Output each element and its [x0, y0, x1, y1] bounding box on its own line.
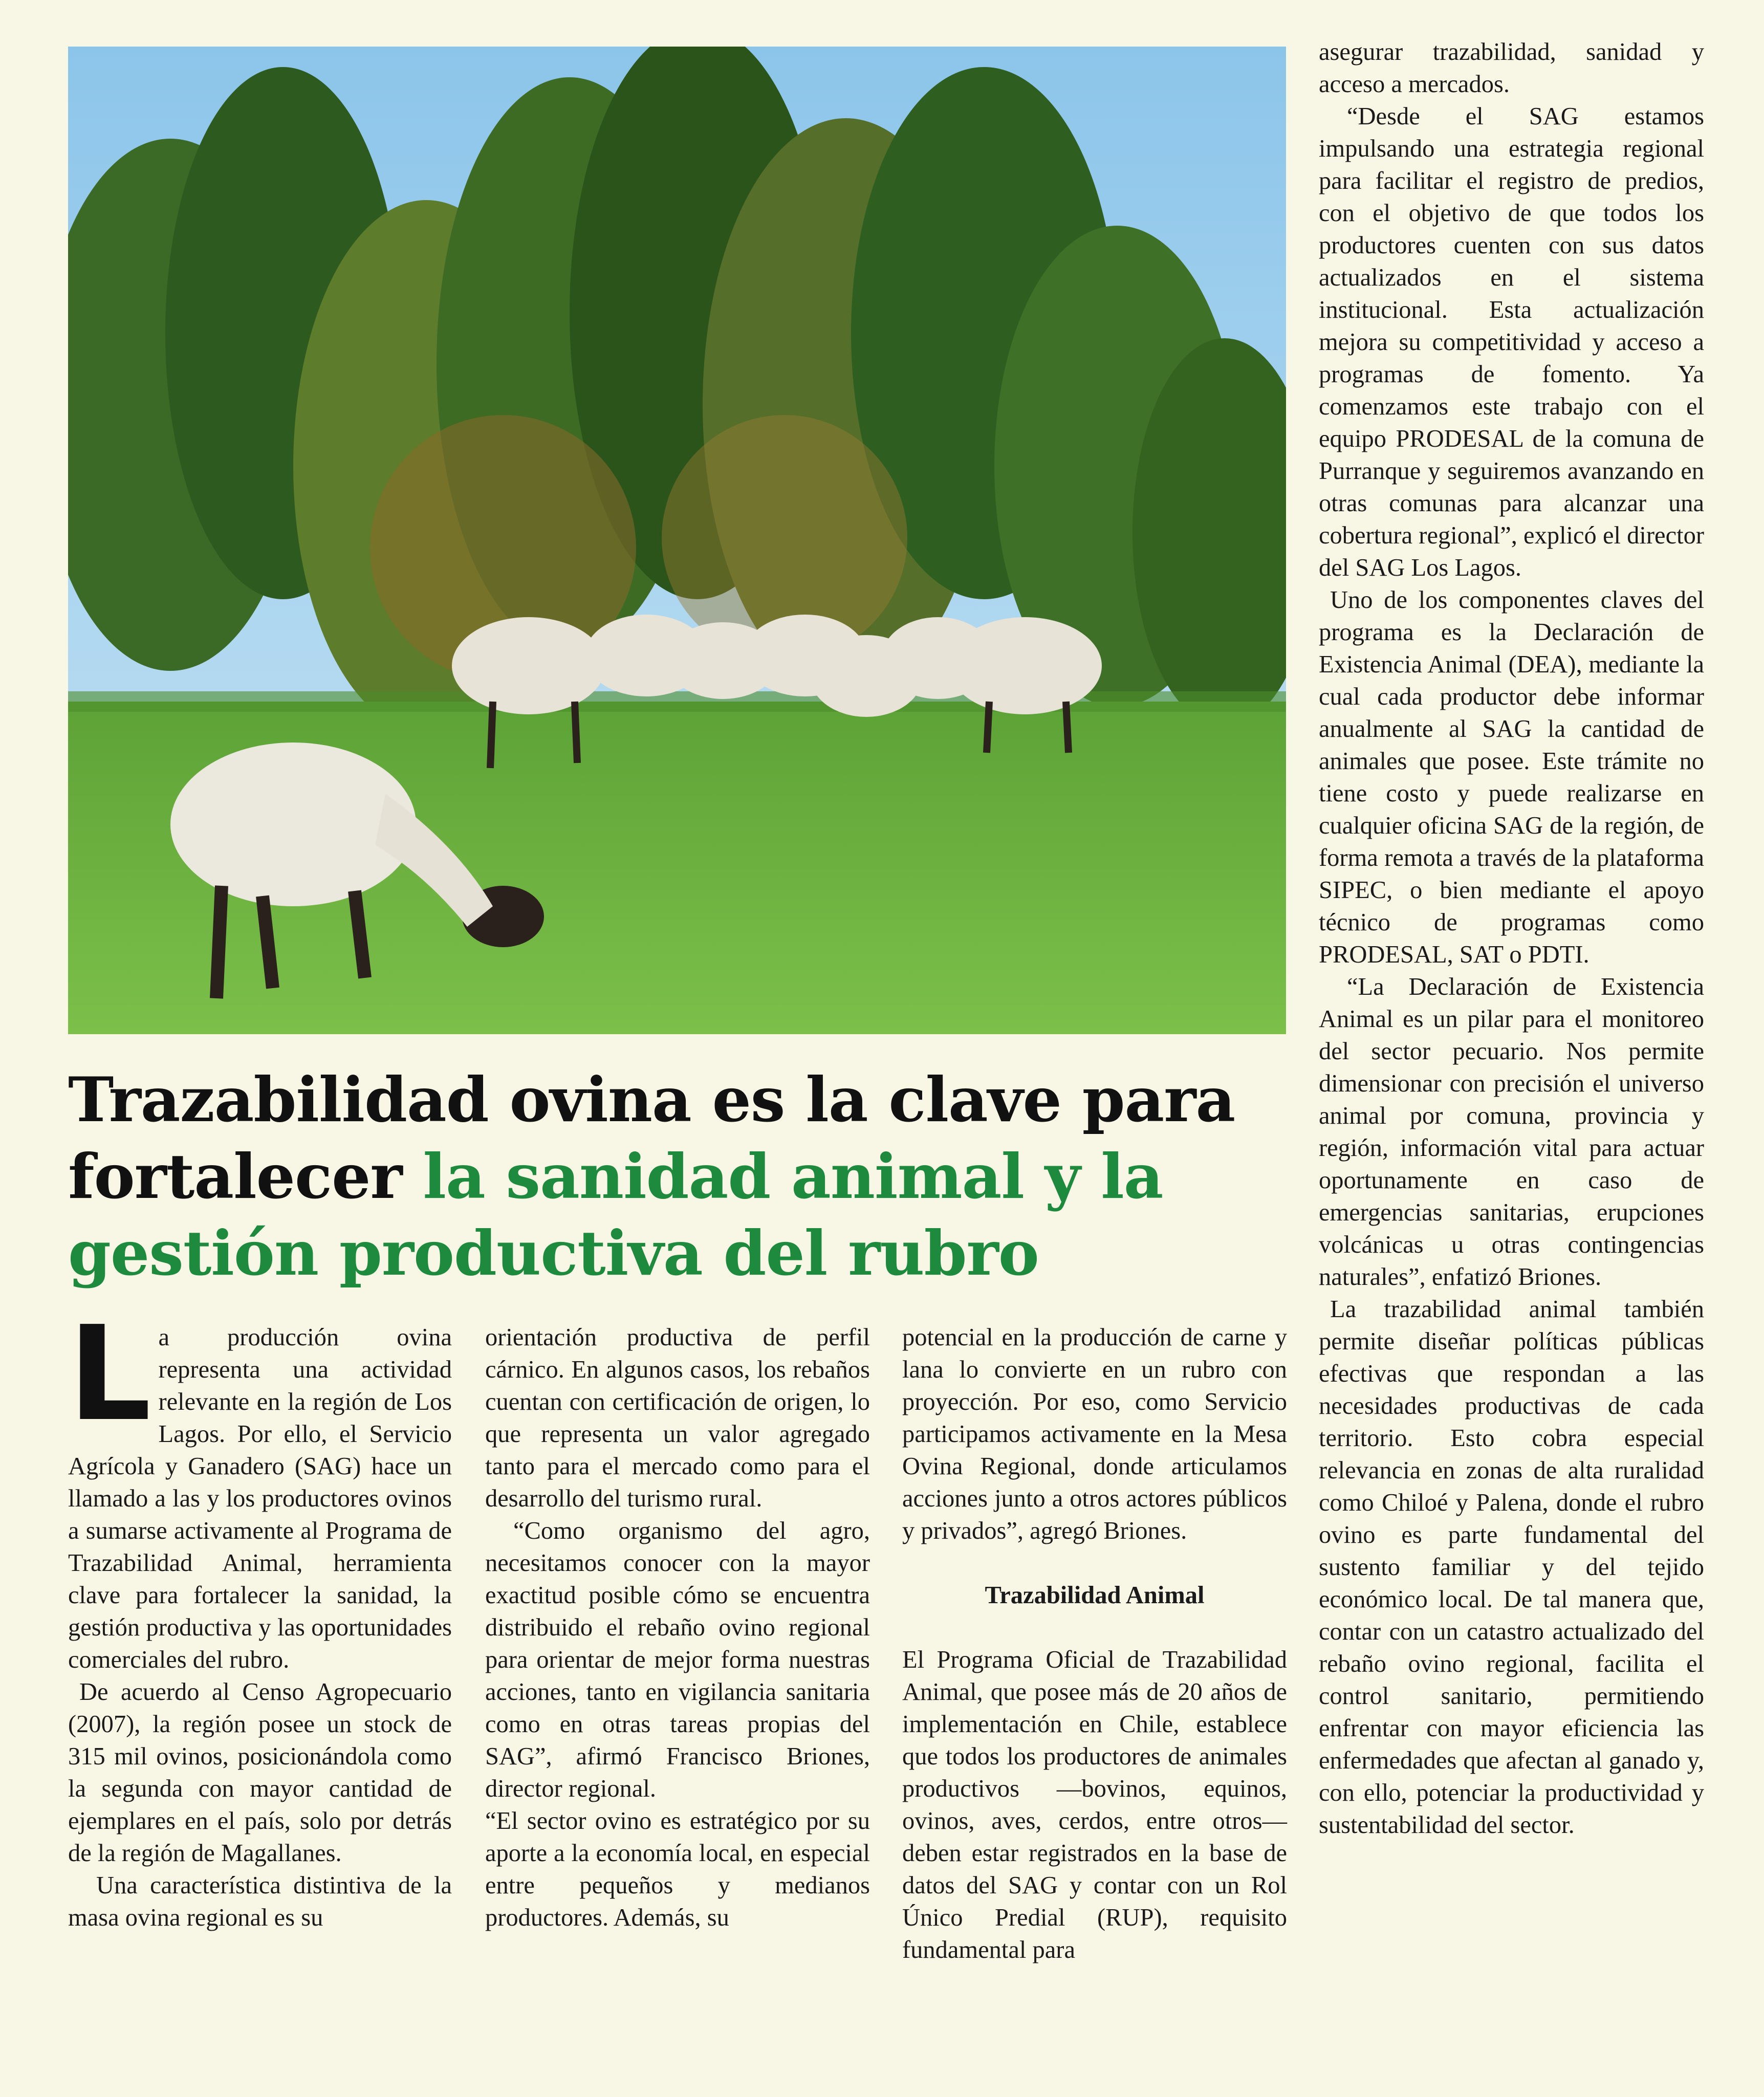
paragraph: Una característica distintiva de la masa ovina regional es su [68, 1872, 452, 1931]
headline-green: la sanidad animal y la gestión productiva del rubro [68, 1141, 1163, 1290]
paragraph: “Como organismo del agro, necesitamos conocer con la mayor exactitud posible cómo se encuentra distribuido el rebaño ovino regional para orientar de mejor forma nuestras acciones, tanto en vigilancia sanitaria como en otras tareas propias del SAG”, afirmó Francisco Briones, director regional. [485, 1517, 870, 1802]
paragraph: De acuerdo al Censo Agropecuario (2007), la región posee un stock de 315 mil ovinos, posicionándola como la segunda con mayor cantidad de ejemplares en el país, solo por detrás de la región de Magallanes. [68, 1678, 452, 1867]
headline [68, 1062, 1286, 1292]
article-photo [68, 47, 1286, 1034]
article-column-3 [902, 1321, 1287, 1966]
paragraph: potencial en la producción de carne y lana lo convierte en un rubro con proyección. Por eso, como Servicio participamos activamente en la Mesa Ovina Regional, donde articulamos acciones junto a otros actores públicos y privados”, agregó Briones. [902, 1324, 1287, 1544]
paragraph: “La Declaración de Existencia Animal es un pilar para el monitoreo del sector pecuario. Nos permite dimensionar con precisión el universo animal por comuna, provincia y región, información vital para actuar oportunamente en caso de emergencias sanitarias, erupciones volcánicas u otras contingencias naturales”, enfatizó Briones. [1319, 973, 1704, 1291]
drop-cap: L [68, 1298, 151, 1450]
article-column-1 [68, 1298, 452, 1934]
paragraph: orientación productiva de perfil cárnico. En algunos casos, los rebaños cuentan con certificación de origen, lo que representa un valor agregado tanto para el mercado como para el desarrollo del turismo rural. [485, 1324, 870, 1512]
subheading: Trazabilidad Animal [985, 1582, 1205, 1609]
headline-black: Trazabilidad ovina es la clave para fortalecer [68, 1064, 1235, 1213]
paragraph: Uno de los componentes claves del programa es la Declaración de Existencia Animal (DEA), mediante la cual cada productor debe informar anualmente al SAG la cantidad de animales que posee. Este trámite no tiene costo y puede realizarse en cualquier oficina SAG de la región, de forma remota a través de la plataforma SIPEC, o bien mediante el apoyo técnico de programas como PRODESAL, SAT o PDTI. [1319, 586, 1704, 968]
paragraph [68, 1298, 452, 1676]
sheep-pasture-illustration [68, 47, 1286, 1034]
paragraph-text: a producción ovina representa una actividad relevante en la región de Los Lagos. Por ello, el Servicio Agrícola y Ganadero (SAG) hace un llamado a las y los productores ovinos a sumarse activamente al Programa de Trazabilidad Animal, herramienta clave para fortalecer la sanidad, la gestión productiva y las oportunidades comerciales del rubro. [68, 1324, 452, 1673]
article-column-4 [1319, 36, 1704, 1841]
paragraph: El Programa Oficial de Trazabilidad Animal, que posee más de 20 años de implementación en Chile, establece que todos los productores de animales productivos —bovinos, equinos, ovinos, aves, cerdos, entre otros— deben estar registrados en la base de datos del SAG y contar con un Rol Único Predial (RUP), requisito fundamental para [902, 1646, 1287, 1963]
paragraph: asegurar trazabilidad, sanidad y acceso a mercados. [1319, 38, 1704, 98]
paragraph: La trazabilidad animal también permite diseñar políticas públicas efectivas que respondan a las necesidades productivas de cada territorio. Esto cobra especial relevancia en zonas de alta ruralidad como Chiloé y Palena, donde el rubro ovino es parte fundamental del sustento familiar y del tejido económico local. De tal manera que, contar con un catastro actualizado del rebaño ovino regional, facilita el control sanitario, permitiendo enfrentar con mayor eficiencia las enfermedades que afectan al ganado y, con ello, potenciar la productividad y sustentabilidad del sector. [1319, 1296, 1704, 1839]
article-column-2 [485, 1321, 870, 1934]
paragraph: “El sector ovino es estratégico por su aporte a la economía local, en especial entre pequeños y medianos productores. Además, su [485, 1807, 870, 1931]
paragraph: “Desde el SAG estamos impulsando una estrategia regional para facilitar el registro de predios, con el objetivo de que todos los productores cuenten con sus datos actualizados en el sistema institucional. Esta actualización mejora su competitividad y acceso a programas de fomento. Ya comenzamos este trabajo con el equipo PRODESAL de la comuna de Purranque y seguiremos avanzando en otras comunas para alcanzar una cobertura regional”, explicó el director del SAG Los Lagos. [1319, 103, 1704, 581]
